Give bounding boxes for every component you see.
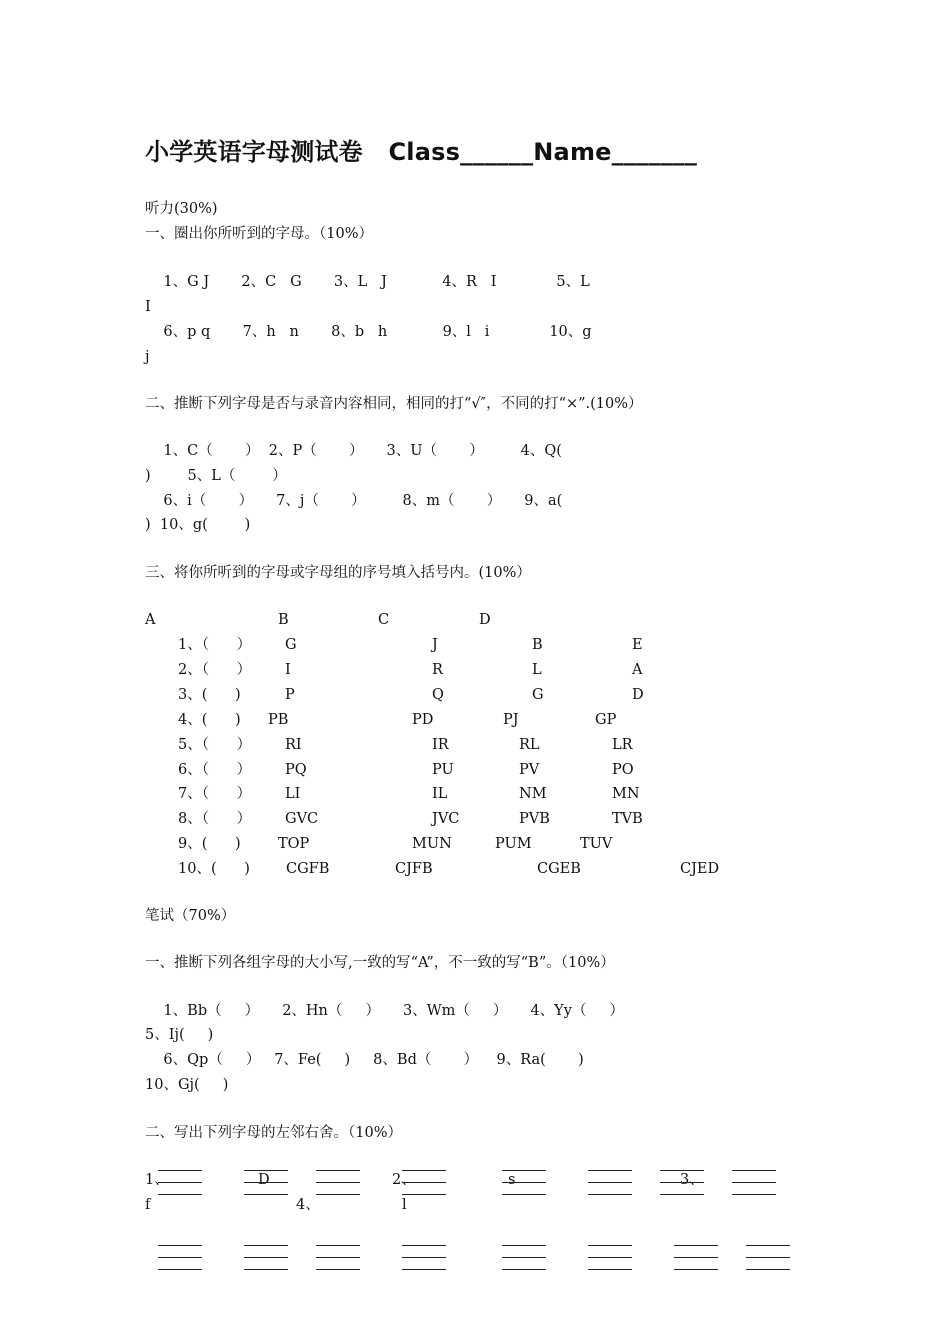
option-b: R <box>432 662 443 678</box>
option-b: IR <box>432 737 449 753</box>
option-a: G <box>285 637 297 653</box>
option-a: RI <box>285 737 302 753</box>
row-number: 3、( ) <box>178 687 241 703</box>
option-d: PO <box>612 762 634 778</box>
written-s1-title: 一、推断下列各组字母的大小写,一致的写“A”，不一致的写“B”。（10%） <box>145 955 615 971</box>
option-c: PUM <box>495 836 532 852</box>
option-c: PVB <box>519 811 550 827</box>
option-a: I <box>285 662 291 678</box>
written-s1-line: 6、Qp（ ） 7、Fe( ) 8、Bd（ ） 9、Ra( ) <box>145 1052 584 1068</box>
row-number: 1、（ ） <box>178 637 252 653</box>
answer-blank[interactable] <box>588 1170 632 1200</box>
answer-blank[interactable] <box>502 1245 546 1275</box>
option-c: PV <box>519 762 540 778</box>
option-d: LR <box>612 737 633 753</box>
answer-blank[interactable] <box>158 1170 202 1200</box>
answer-blank[interactable] <box>158 1245 202 1275</box>
listening-s1-title: 一、圈出你所听到的字母。（10%） <box>145 226 373 242</box>
row-number: 2、（ ） <box>178 662 252 678</box>
given-letter-2: s <box>508 1172 516 1188</box>
row-number: 4、( ) <box>178 712 241 728</box>
option-a: GVC <box>285 811 319 827</box>
column-header-d: D <box>479 612 491 628</box>
option-b: IL <box>432 786 448 802</box>
item-number-1: 1、 <box>145 1172 169 1188</box>
answer-blank[interactable] <box>588 1245 632 1275</box>
option-c: L <box>532 662 542 678</box>
listening-s3-title: 三、将你所听到的字母或字母组的序号填入括号内。(10%） <box>145 565 531 581</box>
listening-s1-line: 6、p q 7、h n 8、b h 9、l i 10、g <box>145 324 592 340</box>
listening-s2-line: 1、C（ ） 2、P（ ） 3、U（ ） 4、Q( <box>145 443 562 459</box>
item-number-2: 2、 <box>392 1172 416 1188</box>
option-b: PD <box>412 712 434 728</box>
option-b: JVC <box>432 811 460 827</box>
answer-blank[interactable] <box>244 1245 288 1275</box>
option-c: RL <box>519 737 540 753</box>
option-b: J <box>432 637 438 653</box>
given-letter-1: D <box>258 1172 270 1188</box>
option-d: GP <box>595 712 617 728</box>
answer-blank[interactable] <box>402 1170 446 1200</box>
option-d: TVB <box>612 811 643 827</box>
answer-blank[interactable] <box>244 1170 288 1200</box>
row-number: 5、（ ） <box>178 737 252 753</box>
option-b: CJFB <box>395 861 433 877</box>
option-c: NM <box>519 786 547 802</box>
written-heading: 笔试（70%） <box>145 908 236 924</box>
answer-blank[interactable] <box>316 1245 360 1275</box>
row-number: 6、（ ） <box>178 762 252 778</box>
written-s1-line: 5、Ij( ) <box>145 1027 214 1043</box>
row-number: 10、( ) <box>178 861 250 877</box>
listening-s1-line: I <box>145 299 151 315</box>
option-d: D <box>632 687 644 703</box>
option-a: PQ <box>285 762 307 778</box>
option-d: TUV <box>580 836 613 852</box>
option-b: MUN <box>412 836 452 852</box>
given-letter-4: l <box>402 1197 407 1213</box>
given-letter-3: f <box>145 1197 151 1213</box>
option-b: PU <box>432 762 454 778</box>
listening-s2-line: 6、i（ ） 7、j（ ） 8、m（ ） 9、a( <box>145 493 563 509</box>
answer-blank[interactable] <box>660 1170 704 1200</box>
option-a: LI <box>285 786 301 802</box>
option-a: P <box>285 687 295 703</box>
option-a: PB <box>268 712 289 728</box>
written-s1-line: 1、Bb（ ） 2、Hn（ ） 3、Wm（ ） 4、Yy（ ） <box>145 1003 624 1019</box>
answer-blank[interactable] <box>402 1245 446 1275</box>
option-d: A <box>632 662 643 678</box>
listening-s1-line: 1、G J 2、C G 3、L J 4、R I 5、L <box>145 274 590 290</box>
item-number-3: 3、 <box>680 1172 704 1188</box>
option-c: B <box>532 637 543 653</box>
answer-blank[interactable] <box>674 1245 718 1275</box>
option-a: TOP <box>278 836 310 852</box>
page-title: 小学英语字母测试卷 Class______Name_______ <box>145 138 698 166</box>
answer-blank[interactable] <box>746 1245 790 1275</box>
row-number: 9、( ) <box>178 836 241 852</box>
listening-s1-line: j <box>145 349 150 365</box>
option-a: CGFB <box>286 861 330 877</box>
column-header-a: A <box>145 612 156 628</box>
answer-blank[interactable] <box>316 1170 360 1200</box>
row-number: 7、（ ） <box>178 786 252 802</box>
listening-s2-line: ) 5、L（ ） <box>145 468 287 484</box>
option-d: CJED <box>680 861 720 877</box>
column-header-b: B <box>278 612 289 628</box>
column-header-c: C <box>378 612 390 628</box>
option-b: Q <box>432 687 444 703</box>
option-c: PJ <box>503 712 519 728</box>
listening-s2-line: ) 10、g( ) <box>145 517 251 533</box>
answer-blank[interactable] <box>732 1170 776 1200</box>
written-s2-title: 二、写出下列字母的左邻右舍。（10%） <box>145 1125 402 1141</box>
listening-heading: 听力(30%) <box>145 201 218 217</box>
written-s1-line: 10、Gj( ) <box>145 1077 229 1093</box>
option-d: E <box>632 637 643 653</box>
item-number-4: 4、 <box>296 1197 320 1213</box>
listening-s2-title: 二、推断下列字母是否与录音内容相同，相同的打“√″，不同的打“×”.(10%） <box>145 396 643 412</box>
option-c: CGEB <box>537 861 581 877</box>
row-number: 8、（ ） <box>178 811 252 827</box>
option-c: G <box>532 687 544 703</box>
answer-blank[interactable] <box>502 1170 546 1200</box>
option-d: MN <box>612 786 640 802</box>
